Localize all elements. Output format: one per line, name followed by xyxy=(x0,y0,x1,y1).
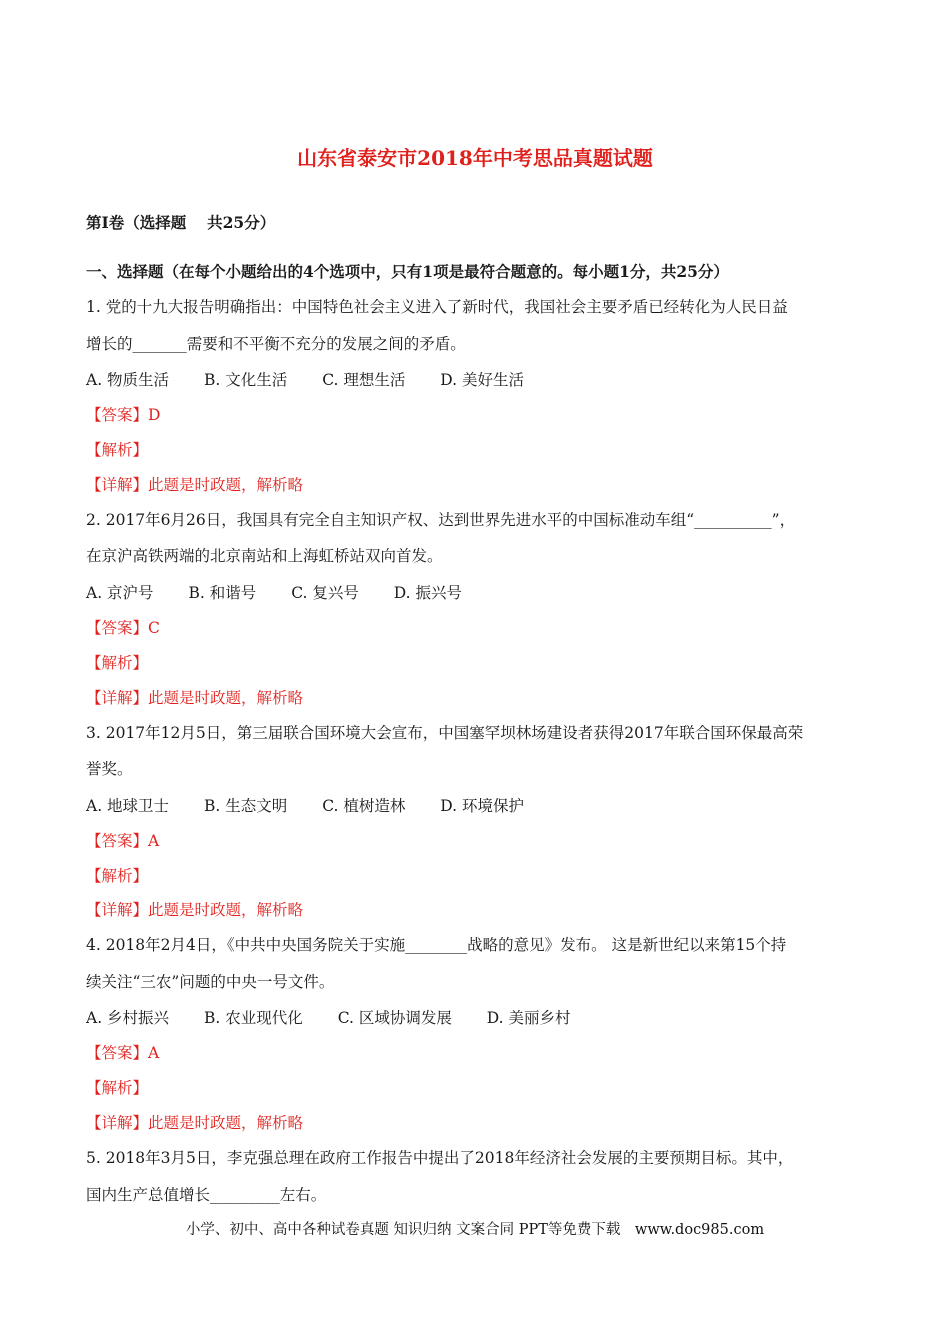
question-1-stem-line1: 1. 党的十九大报告明确指出：中国特色社会主义进入了新时代，我国社会主要矛盾已经转化为人民日益 xyxy=(86,298,788,316)
question-1-stem-line2: 增长的_______需要和不平衡不充分的发展之间的矛盾。 xyxy=(86,335,466,353)
page-footer: 小学、初中、高中各种试卷真题 知识归纳 文案合同 PPT等免费下载 www.doc985.com xyxy=(185,1222,765,1238)
option-d: D. 振兴号 xyxy=(393,584,463,602)
question-3-analysis: 【解析】 xyxy=(86,867,149,885)
question-2-stem-line2: 在京沪高铁两端的北京南站和上海虹桥站双向首发。 xyxy=(86,547,443,565)
option-d: D. 环境保护 xyxy=(440,797,525,815)
option-b: B. 农业现代化 xyxy=(204,1009,303,1027)
question-5-stem-line1: 5. 2018年3月5日，李克强总理在政府工作报告中提出了2018年经济社会发展的主要预期目标。其中， xyxy=(86,1149,794,1167)
question-3-answer: 【答案】A xyxy=(86,832,160,850)
option-b: B. 和谐号 xyxy=(188,584,257,602)
question-4-stem-line1: 4. 2018年2月4日，《中共中央国务院关于实施________战略的意见》发布。 这是新世纪以来第15个持 xyxy=(86,936,787,954)
question-3-stem-line2: 誉奖。 xyxy=(86,760,133,778)
option-c: C. 区域协调发展 xyxy=(337,1009,452,1027)
question-4-answer: 【答案】A xyxy=(86,1044,160,1062)
option-a: A. 乡村振兴 xyxy=(86,1009,170,1027)
question-2-stem-line1: 2. 2017年6月26日，我国具有完全自主知识产权、达到世界先进水平的中国标准动车组“__________”， xyxy=(86,511,796,529)
question-3-options xyxy=(86,795,886,817)
question-1-analysis: 【解析】 xyxy=(86,441,149,459)
question-1-detail: 【详解】此题是时政题，解析略 xyxy=(86,476,304,494)
option-c: C. 植树造林 xyxy=(322,797,406,815)
option-d: D. 美好生活 xyxy=(440,371,525,389)
option-b: B. 生态文明 xyxy=(204,797,288,815)
question-2-answer: 【答案】C xyxy=(86,619,160,637)
option-c: C. 理想生活 xyxy=(322,371,406,389)
question-1-options xyxy=(86,369,886,391)
option-c: C. 复兴号 xyxy=(291,584,359,602)
question-4-stem-line2: 续关注“三农”问题的中央一号文件。 xyxy=(86,973,335,991)
question-4-options xyxy=(86,1007,886,1029)
option-b: B. 文化生活 xyxy=(204,371,288,389)
question-3-stem-line1: 3. 2017年12月5日，第三届联合国环境大会宣布，中国塞罕坝林场建设者获得2017年联合国环保最高荣 xyxy=(86,724,804,742)
question-1-answer: 【答案】D xyxy=(86,406,161,424)
question-3-detail: 【详解】此题是时政题，解析略 xyxy=(86,901,304,919)
option-a: A. 物质生活 xyxy=(86,371,170,389)
option-d: D. 美丽乡村 xyxy=(486,1009,571,1027)
question-4-analysis: 【解析】 xyxy=(86,1079,149,1097)
question-2-options xyxy=(86,582,886,604)
question-2-detail: 【详解】此题是时政题，解析略 xyxy=(86,689,304,707)
option-a: A. 京沪号 xyxy=(86,584,154,602)
question-5-stem-line2: 国内生产总值增长_________左右。 xyxy=(86,1186,327,1204)
document-title: 山东省泰安市2018年中考思品真题试题 xyxy=(297,146,653,170)
section-header: 第I卷（选择题 共25分） xyxy=(86,213,276,232)
question-4-detail: 【详解】此题是时政题，解析略 xyxy=(86,1114,304,1132)
part-header: 一、选择题（在每个小题给出的4个选项中，只有1项是最符合题意的。每小题1分，共25分） xyxy=(86,262,729,281)
option-a: A. 地球卫士 xyxy=(86,797,170,815)
question-2-analysis: 【解析】 xyxy=(86,654,149,672)
